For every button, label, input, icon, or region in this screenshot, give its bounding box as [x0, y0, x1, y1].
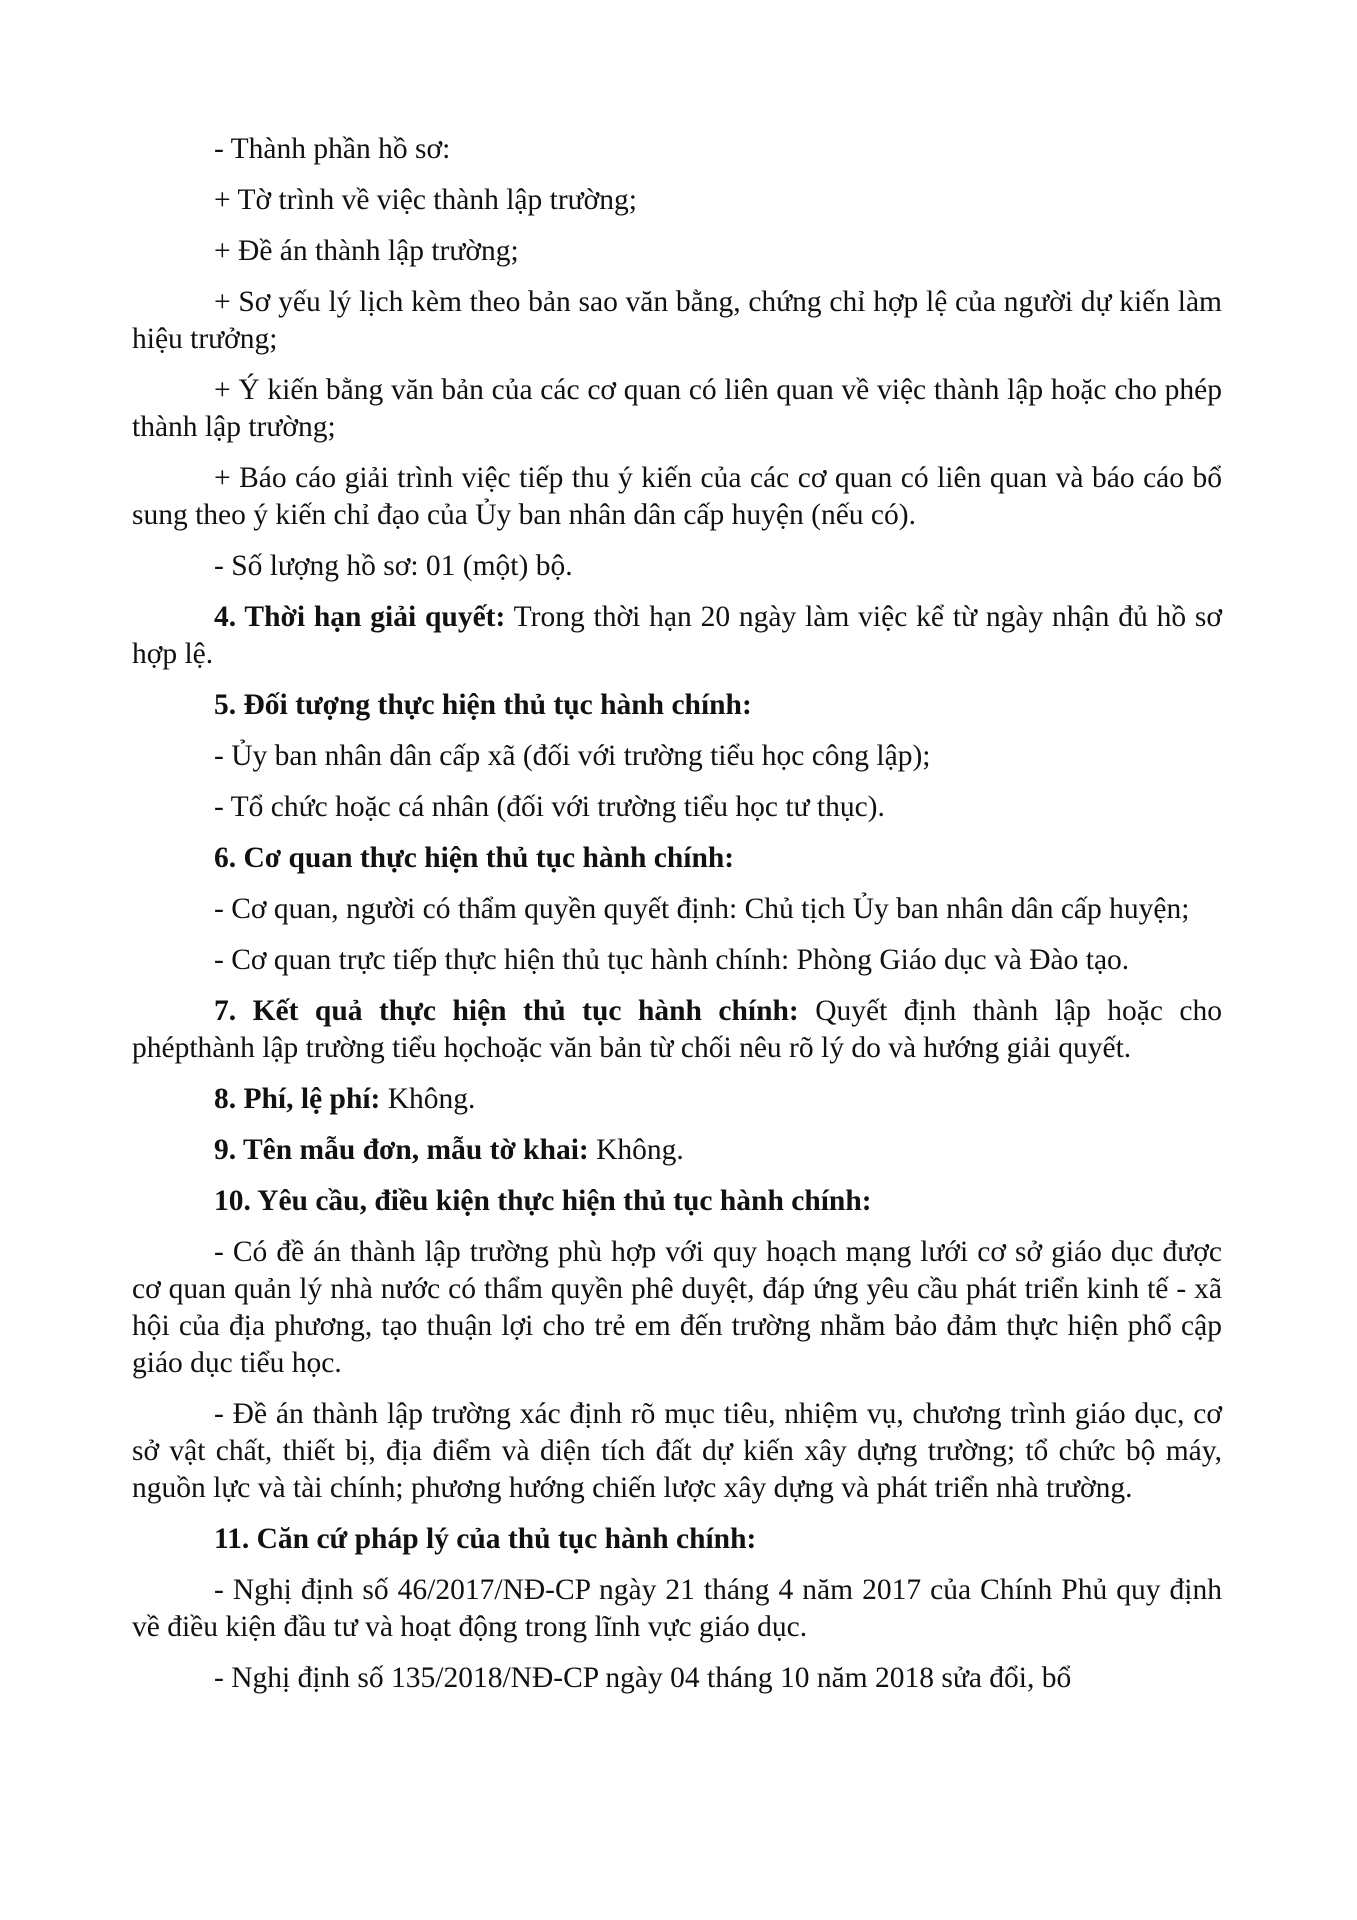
paragraph-dossier-item-project: [132, 233, 1222, 270]
paragraph-legal-decree-135: [132, 1660, 1222, 1697]
paragraph-text: - Cơ quan trực tiếp thực hiện thủ tục hành chính: Phòng Giáo dục và Đào tạo.: [214, 944, 1130, 976]
paragraph-text: - Nghị định số 135/2018/NĐ-CP ngày 04 tháng 10 năm 2018 sửa đổi, bổ: [214, 1662, 1072, 1694]
paragraph-text: - Thành phần hồ sơ:: [214, 133, 451, 165]
paragraph-dossier-item-opinions: [132, 372, 1222, 446]
section-heading: 7. Kết quả thực hiện thủ tục hành chính:: [214, 995, 799, 1027]
paragraph-text: - Tổ chức hoặc cá nhân (đối với trường tiểu học tư thục).: [214, 791, 885, 823]
paragraph-text: + Báo cáo giải trình việc tiếp thu ý kiến của các cơ quan có liên quan và báo cáo bổ sung theo ý kiến chỉ đạo của Ủy ban nhân dân cấp huyện (nếu có).: [132, 462, 1222, 531]
section-heading: 4. Thời hạn giải quyết:: [214, 601, 506, 633]
paragraph-text: + Đề án thành lập trường;: [214, 235, 519, 267]
section-10-requirements: [132, 1183, 1222, 1220]
section-11-legal-basis: [132, 1521, 1222, 1558]
paragraph-text: Quyết định thành lập hoặc cho phépthành lập trường tiểu họchoặc văn bản từ chối nêu rõ lý do và hướng giải quyết.: [132, 995, 1222, 1064]
section-heading: 10. Yêu cầu, điều kiện thực hiện thủ tục hành chính:: [214, 1185, 872, 1217]
document-body: [132, 131, 1222, 1711]
paragraph-subject-commune: [132, 738, 1222, 775]
paragraph-text: - Ủy ban nhân dân cấp xã (đối với trường tiểu học công lập);: [214, 740, 931, 772]
paragraph-dossier-item-cv: [132, 284, 1222, 358]
paragraph-text: - Cơ quan, người có thẩm quyền quyết định: Chủ tịch Ủy ban nhân dân cấp huyện;: [214, 893, 1190, 925]
paragraph-text: - Số lượng hồ sơ: 01 (một) bộ.: [214, 550, 573, 582]
paragraph-dossier-item-report: [132, 460, 1222, 534]
section-9-forms: [132, 1132, 1222, 1169]
paragraph-text: Trong thời hạn 20 ngày làm việc kể từ ngày nhận đủ hồ sơ hợp lệ.: [132, 601, 1222, 670]
section-8-fees: [132, 1081, 1222, 1118]
section-heading: 11. Căn cứ pháp lý của thủ tục hành chính:: [214, 1523, 757, 1555]
section-heading: 9. Tên mẫu đơn, mẫu tờ khai:: [214, 1134, 589, 1166]
paragraph-text: - Nghị định số 46/2017/NĐ-CP ngày 21 tháng 4 năm 2017 của Chính Phủ quy định về điều kiện đầu tư và hoạt động trong lĩnh vực giáo dục.: [132, 1574, 1222, 1643]
section-6-agency: [132, 840, 1222, 877]
paragraph-text: + Ý kiến bằng văn bản của các cơ quan có liên quan về việc thành lập hoặc cho phép thành lập trường;: [132, 374, 1222, 443]
section-heading: 8. Phí, lệ phí:: [214, 1083, 381, 1115]
paragraph-subject-private: [132, 789, 1222, 826]
paragraph-dossier-item-proposal: [132, 182, 1222, 219]
section-heading: 5. Đối tượng thực hiện thủ tục hành chính:: [214, 689, 752, 721]
section-7-result: [132, 993, 1222, 1067]
paragraph-requirement-project: [132, 1396, 1222, 1507]
paragraph-agency-decision: [132, 891, 1222, 928]
paragraph-text: Không.: [588, 1134, 684, 1166]
section-heading: 6. Cơ quan thực hiện thủ tục hành chính:: [214, 842, 735, 874]
paragraph-requirement-plan: [132, 1234, 1222, 1382]
paragraph-text: Không.: [380, 1083, 476, 1115]
paragraph-text: - Có đề án thành lập trường phù hợp với quy hoạch mạng lưới cơ sở giáo dục được cơ quan quản lý nhà nước có thẩm quyền phê duyệt, đáp ứng yêu cầu phát triển kinh tế - xã hội của địa phương, tạo thuận lợi cho trẻ em đến trường nhằm bảo đảm thực hiện phổ cập giáo dục tiểu học.: [132, 1236, 1222, 1379]
paragraph-text: - Đề án thành lập trường xác định rõ mục tiêu, nhiệm vụ, chương trình giáo dục, cơ sở vật chất, thiết bị, địa điểm và diện tích đất dự kiến xây dựng trường; tổ chức bộ máy, nguồn lực và tài chính; phương hướng chiến lược xây dựng và phát triển nhà trường.: [132, 1398, 1222, 1504]
paragraph-dossier-quantity: [132, 548, 1222, 585]
paragraph-text: + Sơ yếu lý lịch kèm theo bản sao văn bằng, chứng chỉ hợp lệ của người dự kiến làm hiệu trưởng;: [132, 286, 1222, 355]
section-4-processing-time: [132, 599, 1222, 673]
section-5-subjects: [132, 687, 1222, 724]
paragraph-agency-direct: [132, 942, 1222, 979]
paragraph-text: + Tờ trình về việc thành lập trường;: [214, 184, 637, 216]
paragraph-legal-decree-46: [132, 1572, 1222, 1646]
paragraph-dossier-components: [132, 131, 1222, 168]
